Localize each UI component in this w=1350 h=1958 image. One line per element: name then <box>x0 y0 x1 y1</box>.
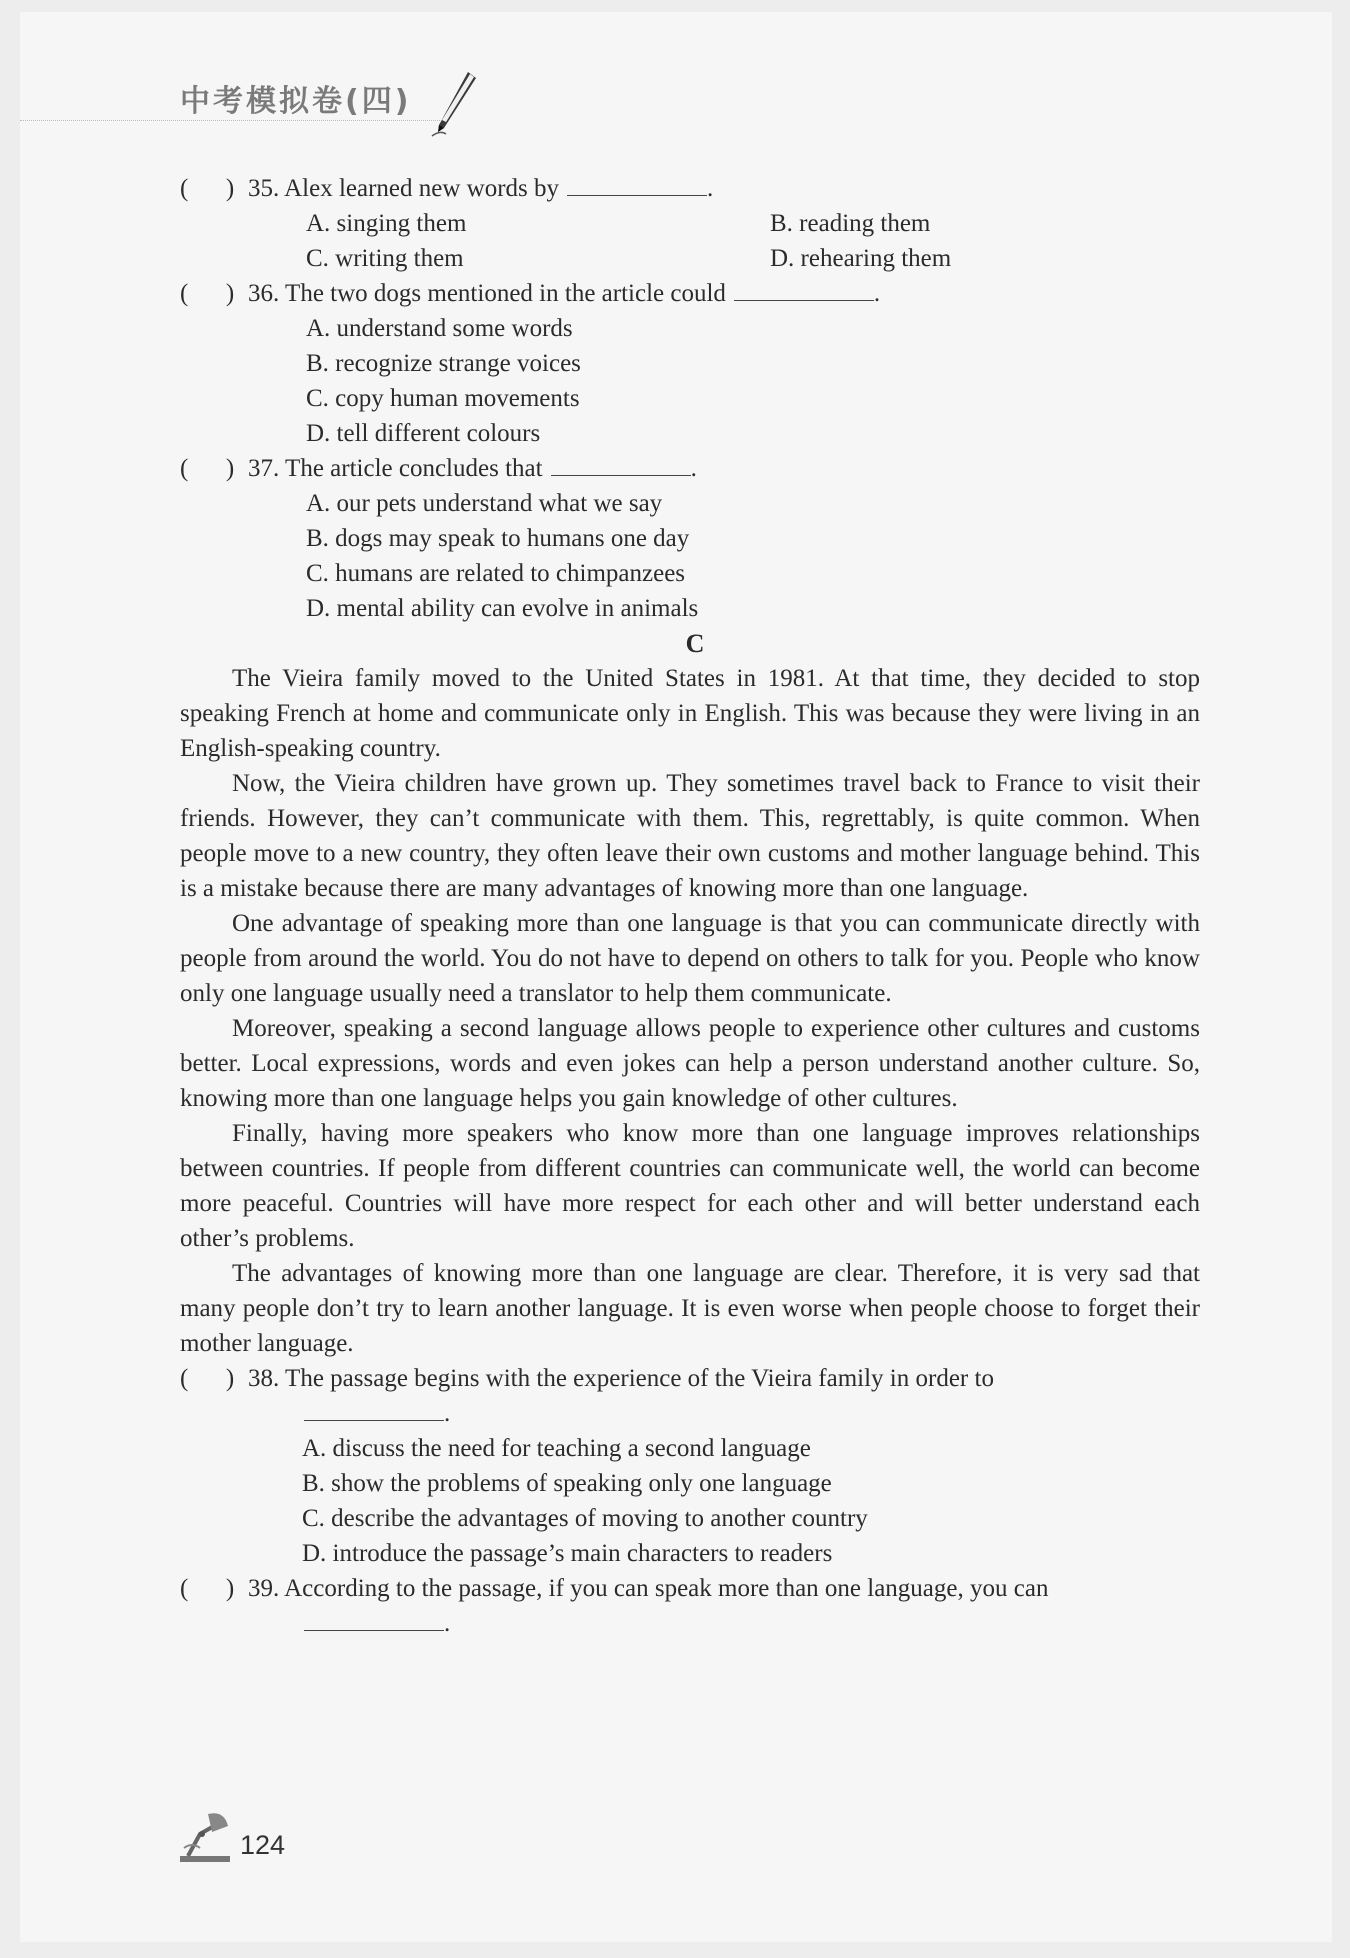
section-label: C <box>685 629 705 658</box>
answer-bracket[interactable]: ( ) <box>180 280 235 307</box>
question-text: 38. The passage begins with the experience of the Vieira family in order to <box>248 1365 994 1392</box>
answer-blank <box>551 451 691 476</box>
page-number: 124 <box>240 1830 286 1860</box>
answer-bracket[interactable]: ( ) <box>180 455 235 482</box>
option-d: D. rehearing them <box>770 245 952 272</box>
passage-paragraph: The advantages of knowing more than one language are clear. Therefore, it is very sad that many people don’t try to learn another language. It is even worse when people choose to forget their mother language. <box>180 1260 1200 1357</box>
option-b: B. dogs may speak to humans one day <box>306 525 690 552</box>
question-text: 37. The article concludes that <box>248 455 543 482</box>
blank-period: . <box>444 1400 451 1427</box>
answer-bracket[interactable]: ( ) <box>180 175 235 202</box>
option-a: A. understand some words <box>306 315 573 342</box>
option-a: A. discuss the need for teaching a second language <box>302 1435 811 1462</box>
option-c: C. copy human movements <box>306 385 580 412</box>
question-text: 35. Alex learned new words by <box>248 175 560 202</box>
blank-period: . <box>444 1610 451 1637</box>
blank-period: . <box>690 455 697 482</box>
answer-blank <box>304 1396 444 1421</box>
option-c: C. writing them <box>306 245 464 272</box>
passage-paragraph: The Vieira family moved to the United States in 1981. At that time, they decided to stop speaking French at home and communicate only in English. This was because they were living in an English-speaking country. <box>180 665 1200 762</box>
answer-blank-line <box>180 1606 1200 1641</box>
answer-blank <box>567 171 707 196</box>
option-b: B. reading them <box>770 210 931 237</box>
option-b: B. show the problems of speaking only one language <box>302 1470 832 1497</box>
answer-bracket[interactable]: ( ) <box>180 1365 235 1392</box>
question-35 <box>180 171 1200 206</box>
option-a: A. singing them <box>306 210 467 237</box>
option-row <box>180 241 1200 276</box>
question-text: 39. According to the passage, if you can speak more than one language, you can <box>248 1575 1049 1602</box>
option-row <box>180 206 1200 241</box>
lamp-icon <box>178 1808 234 1864</box>
passage-paragraph: Finally, having more speakers who know more than one language improves relationships between countries. If people from different countries can communicate well, the world can become more peaceful. Countries will have more respect for each other and will better understand each other’s problems. <box>180 1120 1200 1252</box>
option-b: B. recognize strange voices <box>306 350 581 377</box>
option-d: D. introduce the passage’s main characters to readers <box>302 1540 833 1567</box>
option-a: A. our pets understand what we say <box>306 490 663 517</box>
option-d: D. mental ability can evolve in animals <box>306 595 699 622</box>
exam-content <box>180 171 1200 1641</box>
passage-paragraph: Now, the Vieira children have grown up. They sometimes travel back to France to visit their friends. However, they can’t communicate with them. This, regrettably, is quite common. When people move to a new country, they often leave their own customs and mother language behind. This is a mistake because there are many advantages of knowing more than one language. <box>180 770 1200 902</box>
blank-period: . <box>707 175 714 202</box>
pen-icon <box>430 68 480 138</box>
option-c: C. describe the advantages of moving to another country <box>302 1505 868 1532</box>
answer-blank <box>304 1606 444 1631</box>
question-37 <box>180 451 1200 486</box>
passage-paragraph: Moreover, speaking a second language allows people to experience other cultures and customs better. Local expressions, words and even jokes can help a person understand another culture. So, knowing more than one language helps you gain knowledge of other cultures. <box>180 1015 1200 1112</box>
blank-period: . <box>873 280 881 307</box>
option-d: D. tell different colours <box>306 420 541 447</box>
answer-blank <box>734 276 874 301</box>
answer-blank-line <box>180 1396 1200 1431</box>
answer-bracket[interactable]: ( ) <box>180 1575 235 1602</box>
question-39 <box>180 1571 1200 1606</box>
question-text: 36. The two dogs mentioned in the article could <box>248 280 726 307</box>
option-c: C. humans are related to chimpanzees <box>306 560 686 587</box>
question-36 <box>180 276 1200 311</box>
header-rule <box>20 120 440 121</box>
question-38 <box>180 1361 1200 1396</box>
page-header-title: 中考模拟卷(四) <box>180 84 412 119</box>
passage-paragraph: One advantage of speaking more than one language is that you can communicate directly with people from around the world. You do not have to depend on others to talk for you. People who know only one language usually need a translator to help them communicate. <box>180 910 1200 1007</box>
